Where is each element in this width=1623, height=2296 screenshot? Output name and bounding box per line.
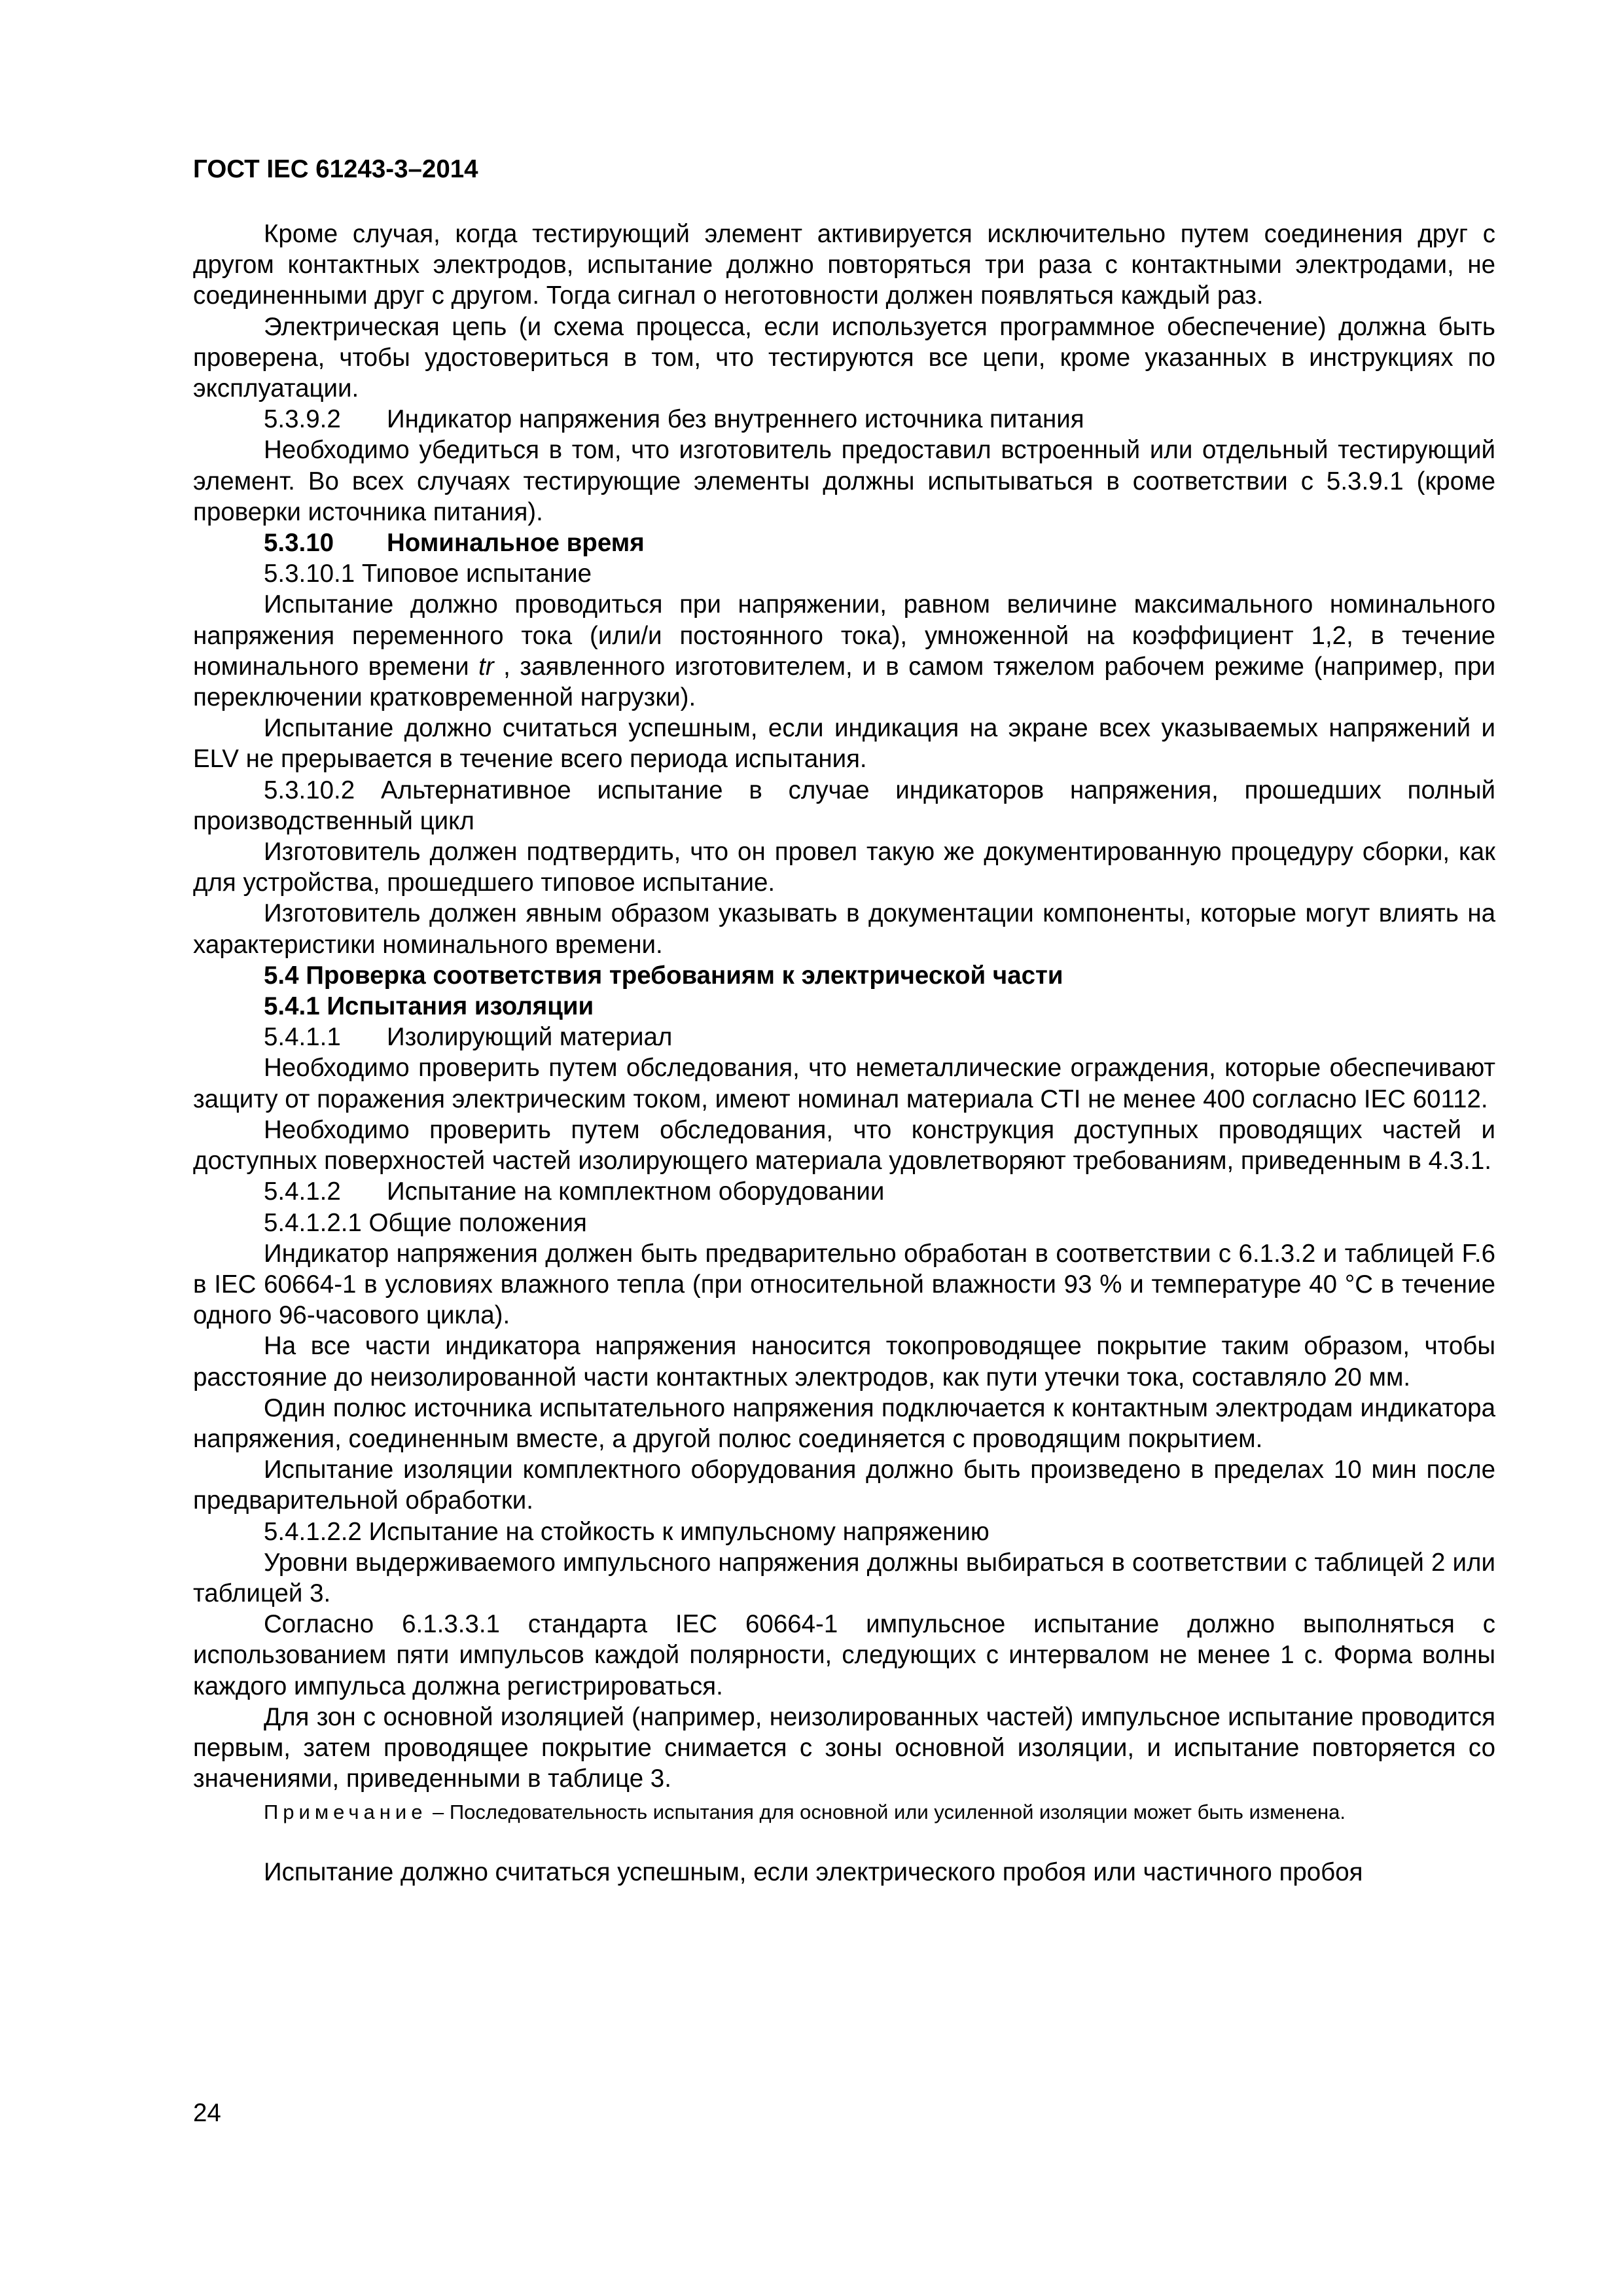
paragraph: На все части индикатора напряжения наносится токопроводящее покрытие таким образом, чтобы расстояние до неизолированной части контактных электродов, как пути утечки тока, составляло 20 мм. bbox=[193, 1332, 1495, 1391]
section-heading-5-3-10-1: 5.3.10.1 Типовое испытание bbox=[264, 560, 592, 588]
section-heading-5-3-10 bbox=[193, 528, 1495, 558]
section-heading-5-4-1: 5.4.1 Испытания изоляции bbox=[264, 992, 594, 1021]
paragraph: Необходимо проверить путем обследования, что конструкция доступных проводящих частей и доступных поверхностей частей изолирующего материала удовлетворяют требованиям, приведенным в 4.3.1. bbox=[193, 1115, 1495, 1175]
section-heading-5-4-1-2 bbox=[193, 1176, 1495, 1207]
paragraph: Необходимо убедиться в том, что изготовитель предоставил встроенный или отдельный тестирующий элемент. Во всех случаях тестирующие элементы должны испытываться в соответствии с 5.3.9.1 (кроме проверки источника питания). bbox=[193, 436, 1495, 526]
section-number: 5.4.1.2 bbox=[264, 1177, 341, 1206]
paragraph: Электрическая цепь (и схема процесса, если используется программное обеспечение) должна быть проверена, чтобы удостовериться в том, что тестируются все цепи, кроме указанных в инструкциях по эксплуатации. bbox=[193, 312, 1495, 403]
section-title: Испытание на комплектном оборудовании bbox=[387, 1177, 885, 1206]
section-heading-5-4-1-2-1: 5.4.1.2.1 Общие положения bbox=[264, 1208, 587, 1237]
spacer bbox=[193, 1825, 1495, 1857]
section-number: 5.4.1.1 bbox=[264, 1023, 341, 1052]
formula-symbol: tr bbox=[478, 652, 494, 681]
section-title: Изолирующий материал bbox=[387, 1023, 673, 1052]
section-title: Номинальное время bbox=[387, 529, 645, 558]
section-heading-5-4-1-2-2: 5.4.1.2.2 Испытание на стойкость к импульсному напряжению bbox=[264, 1517, 990, 1546]
page-number: 24 bbox=[193, 2099, 221, 2127]
note bbox=[193, 1799, 1495, 1825]
paragraph: Для зон с основной изоляцией (например, неизолированных частей) импульсное испытание проводится первым, затем проводящее покрытие снимается с зоны основной изоляции, и испытание повторяется со значениями, приведенными в таблице 3. bbox=[193, 1702, 1495, 1793]
paragraph: Изготовитель должен явным образом указывать в документации компоненты, которые могут влиять на характеристики номинального времени. bbox=[193, 899, 1495, 959]
paragraph: Уровни выдерживаемого импульсного напряжения должны выбираться в соответствии с таблицей 2 или таблицей 3. bbox=[193, 1548, 1495, 1607]
note-text: – Последовательность испытания для основной или усиленной изоляции может быть изменена. bbox=[427, 1801, 1346, 1824]
section-heading-5-4: 5.4 Проверка соответствия требованиям к электрической части bbox=[264, 961, 1063, 990]
section-heading-5-3-9-2 bbox=[193, 404, 1495, 435]
document-header: ГОСТ IEC 61243-3–2014 bbox=[193, 155, 478, 183]
paragraph bbox=[193, 589, 1495, 713]
paragraph: Изготовитель должен подтвердить, что он провел такую же документированную процедуру сборки, как для устройства, прошедшего типовое испытание. bbox=[193, 838, 1495, 897]
section-heading-5-3-10-2: 5.3.10.2 Альтернативное испытание в случае индикаторов напряжения, прошедших полный производственный цикл bbox=[193, 776, 1495, 835]
paragraph: Необходимо проверить путем обследования, что неметаллические ограждения, которые обеспечивают защиту от поражения электрическим током, имеют номинал материала CTI не менее 400 согласно IEC 60112. bbox=[193, 1054, 1495, 1113]
paragraph: Испытание изоляции комплектного оборудования должно быть произведено в пределах 10 мин после предварительной обработки. bbox=[193, 1456, 1495, 1515]
note-label: Примечание bbox=[264, 1801, 427, 1824]
section-title: Индикатор напряжения без внутреннего источника питания bbox=[387, 405, 1084, 434]
section-number: 5.3.9.2 bbox=[264, 405, 341, 434]
paragraph-text: Испытание должно проводиться при напряжении, равном величине максимального номинального напряжения переменного тока (или/и постоянного тока), умноженной на коэффициент 1,2, в течение номинального времени bbox=[193, 590, 1495, 681]
paragraph: Индикатор напряжения должен быть предварительно обработан в соответствии с 6.1.3.2 и таблицей F.6 в IEC 60664-1 в условиях влажного тепла (при относительной влажности 93 % и температуре 40 °С в течение одного 96-часового цикла). bbox=[193, 1239, 1495, 1330]
paragraph: Согласно 6.1.3.3.1 стандарта IEC 60664-1 импульсное испытание должно выполняться с использованием пяти импульсов каждой полярности, следующих с интервалом не менее 1 с. Форма волны каждого импульса должна регистрироваться. bbox=[193, 1610, 1495, 1700]
document-page bbox=[193, 0, 1495, 2296]
document-body bbox=[193, 219, 1495, 1888]
paragraph: Кроме случая, когда тестирующий элемент активируется исключительно путем соединения друг с другом контактных электродов, испытание должно повторяться три раза с контактными электродами, не соединенными друг с другом. Тогда сигнал о неготовности должен появляться каждый раз. bbox=[193, 220, 1495, 310]
paragraph: Один полюс источника испытательного напряжения подключается к контактным электродам индикатора напряжения, соединенным вместе, а другой полюс соединяется с проводящим покрытием. bbox=[193, 1393, 1495, 1453]
section-heading-5-4-1-1 bbox=[193, 1022, 1495, 1052]
paragraph: Испытание должно считаться успешным, если электрического пробоя или частичного пробоя bbox=[264, 1858, 1363, 1887]
paragraph-text: , заявленного изготовителем, и в самом тяжелом рабочем режиме (например, при переключении кратковременной нагрузки). bbox=[193, 652, 1496, 712]
paragraph: Испытание должно считаться успешным, если индикация на экране всех указываемых напряжений и ELV не прерывается в течение всего периода испытания. bbox=[193, 714, 1495, 774]
section-number: 5.3.10 bbox=[264, 529, 334, 558]
